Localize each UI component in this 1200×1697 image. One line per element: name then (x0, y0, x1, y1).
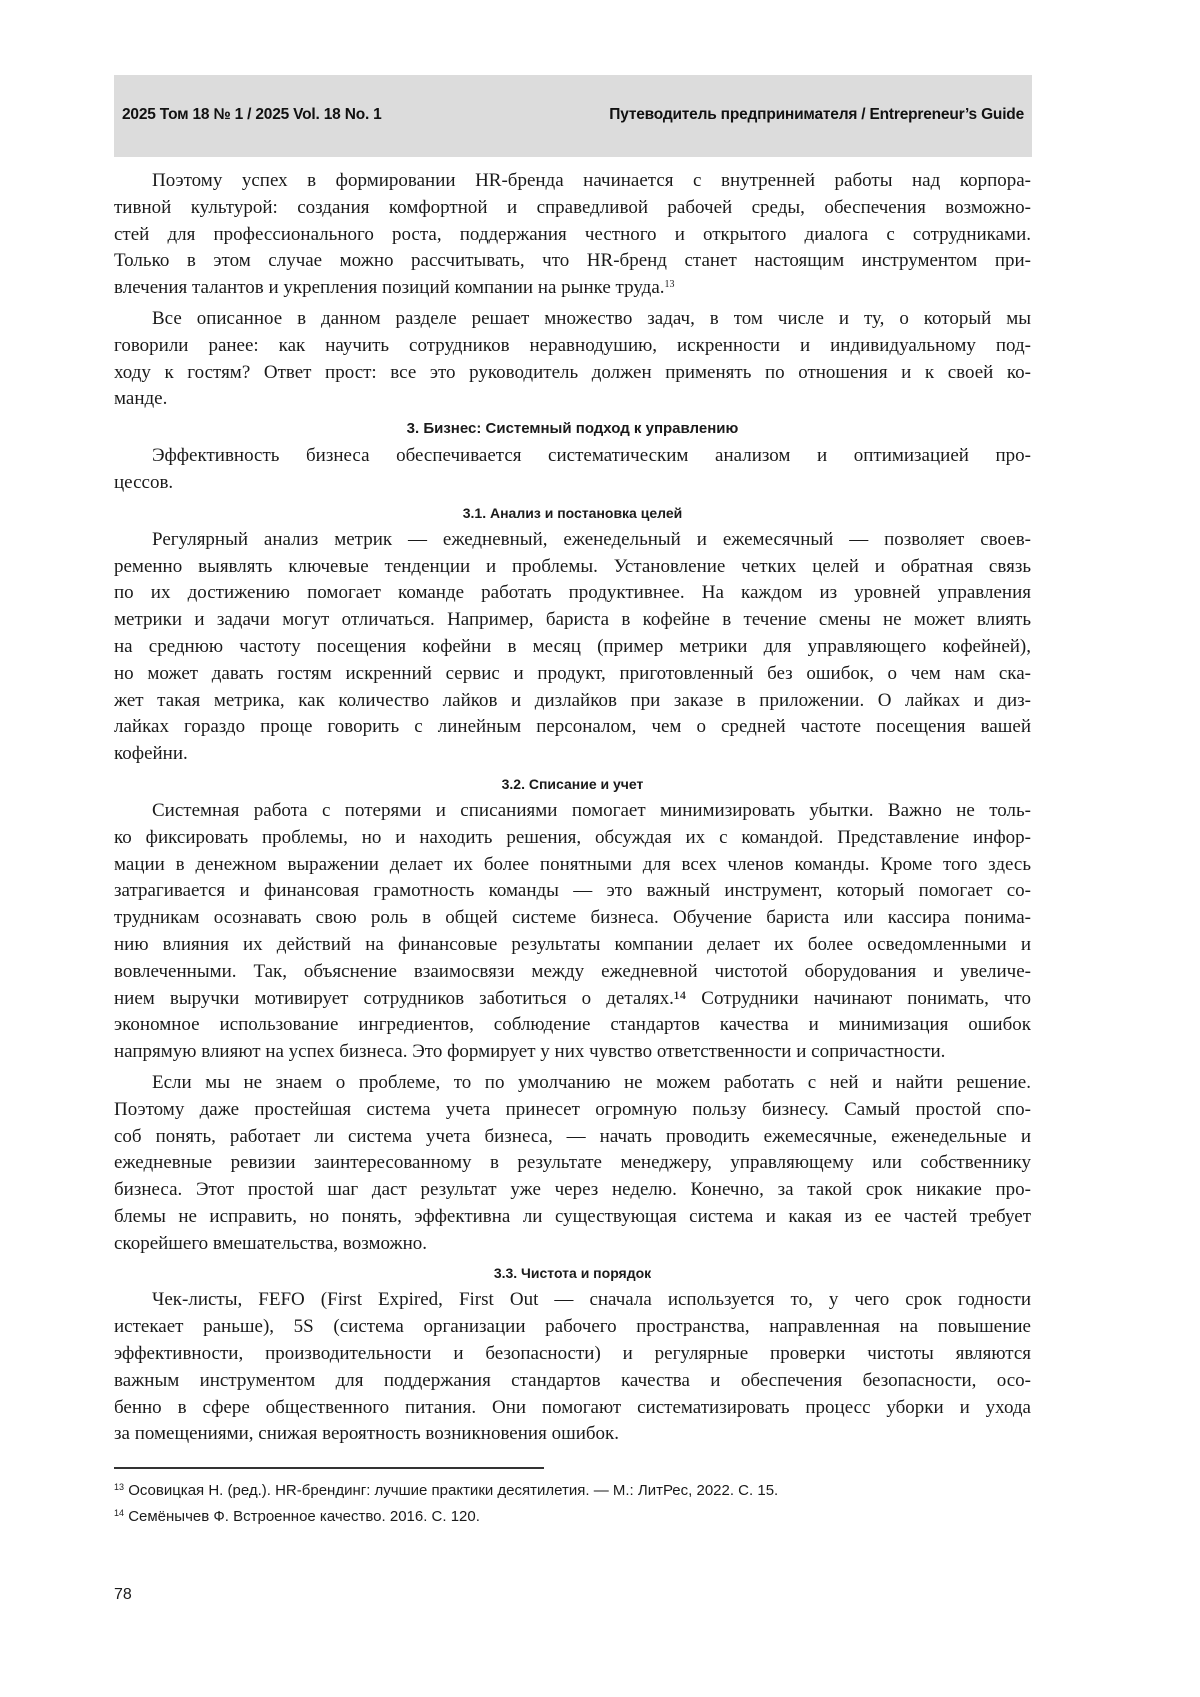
text-line: цессов. (114, 470, 1031, 497)
text-line: жет такая метрика, как количество лайков и дизлайков при заказе в приложении. О лайках и диз- (114, 688, 1031, 715)
text-line: говорили ранее: как научить сотрудников неравнодушию, искренности и индивидуальному под- (114, 333, 1031, 360)
footnote-number: 13 (114, 1482, 124, 1492)
paragraph (114, 527, 1031, 768)
text-line: тивной культурой: создания комфортной и справедливой рабочей среды, обеспечения возможно- (114, 195, 1031, 222)
text-line: лайках гораздо проще говорить с линейным персоналом, чем о средней частоте посещения вашей (114, 714, 1031, 741)
journal-issue: 2025 Том 18 № 1 / 2025 Vol. 18 No. 1 (122, 106, 382, 124)
footnote-text: Осовицкая Н. (ред.). HR-брендинг: лучшие практики десятилетия. — М.: ЛитРес, 2022. С. 15. (128, 1482, 778, 1499)
text-line: блемы не исправить, но понять, эффективна ли существующая система и какая из ее частей требует (114, 1204, 1031, 1231)
subsection-heading: 3.2. Списание и учет (114, 772, 1031, 796)
article-body (114, 168, 1031, 1452)
text-line: Эффективность бизнеса обеспечивается систематическим анализом и оптимизацией про- (114, 443, 1031, 470)
text-line: по их достижению помогает команде работать продуктивнее. На каждом из уровней управления (114, 580, 1031, 607)
text-line: Системная работа с потерями и списаниями помогает минимизировать убытки. Важно не толь- (114, 798, 1031, 825)
text-line: трудникам осознавать свою роль в общей системе бизнеса. Обучение бариста или кассира понима- (114, 905, 1031, 932)
paragraph (114, 1287, 1031, 1448)
text-line: Только в этом случае можно рассчитывать, что HR-бренд станет настоящим инструментом при- (114, 248, 1031, 275)
footnote-ref[interactable]: 13 (665, 279, 675, 290)
text-line: важным инструментом для поддержания стандартов качества и обеспечения безопасности, осо- (114, 1368, 1031, 1395)
text-line: на среднюю частоту посещения кофейни в месяц (пример метрики для управляющего кофейней), (114, 634, 1031, 661)
text-line: бенно в сфере общественного питания. Они помогают систематизировать процесс уборки и ухода (114, 1395, 1031, 1422)
text-line: экономное использование ингредиентов, соблюдение стандартов качества и минимизация ошибок (114, 1012, 1031, 1039)
paragraph (114, 798, 1031, 1066)
text-line: затрагивается и финансовая грамотность команды — это важный инструмент, который помогает со- (114, 878, 1031, 905)
text-line: метрики и задачи могут отличаться. Например, бариста в кофейне в течение смены не может влиять (114, 607, 1031, 634)
footnote-divider (114, 1467, 544, 1469)
running-header (114, 75, 1032, 157)
text-line: манде. (114, 386, 1031, 413)
text-line: ходу к гостям? Ответ прост: все это руководитель должен применять по отношения и к своей ко- (114, 360, 1031, 387)
text-line: стей для профессионального роста, поддержания честного и открытого диалога с сотрудниками. (114, 222, 1031, 249)
paragraph (114, 306, 1031, 413)
text-line: ко фиксировать проблемы, но и находить решения, обсуждая их с командой. Представление инфор- (114, 825, 1031, 852)
text-line: мации в денежном выражении делает их более понятными для всех членов команды. Кроме того здесь (114, 852, 1031, 879)
text-line: соб понять, работает ли система учета бизнеса, — начать проводить ежемесячные, еженедельные и (114, 1124, 1031, 1151)
text-line: кофейни. (114, 741, 1031, 768)
text-line: Поэтому даже простейшая система учета принесет огромную пользу бизнесу. Самый простой спо- (114, 1097, 1031, 1124)
text-line: ременно выявлять ключевые тенденции и проблемы. Установление четких целей и обратная связь (114, 554, 1031, 581)
text-line (114, 275, 1031, 302)
text-line: Все описанное в данном разделе решает множество задач, в том числе и ту, о который мы (114, 306, 1031, 333)
text-line: Чек-листы, FEFO (First Expired, First Out — сначала используется то, у чего срок годности (114, 1287, 1031, 1314)
text-line: напрямую влияют на успех бизнеса. Это формирует у них чувство ответственности и сопричастности. (114, 1039, 1031, 1066)
text-line: истекает раньше), 5S (система организации рабочего пространства, направленная на повышение (114, 1314, 1031, 1341)
journal-title: Путеводитель предпринимателя / Entrepreneur’s Guide (609, 106, 1024, 124)
subsection-heading: 3.3. Чистота и порядок (114, 1261, 1031, 1285)
footnote-text: Семёнычев Ф. Встроенное качество. 2016. С. 120. (128, 1508, 480, 1525)
text-line: нием выручки мотивирует сотрудников заботиться о деталях.¹⁴ Сотрудники начинают понимать, что (114, 986, 1031, 1013)
text-line: вовлеченными. Так, объяснение взаимосвязи между ежедневной чистотой оборудования и увеличе- (114, 959, 1031, 986)
text-line: Поэтому успех в формировании HR-бренда начинается с внутренней работы над корпора- (114, 168, 1031, 195)
text-line: ежедневные ревизии заинтересованному в результате менеджеру, управляющему или собственнику (114, 1150, 1031, 1177)
text-line: бизнеса. Этот простой шаг даст результат уже через неделю. Конечно, за такой срок никакие про- (114, 1177, 1031, 1204)
section-heading: 3. Бизнес: Системный подход к управлению (114, 417, 1031, 441)
text-line: нию влияния их действий на финансовые результаты компании делает их более осведомленными и (114, 932, 1031, 959)
subsection-heading: 3.1. Анализ и постановка целей (114, 501, 1031, 525)
text-line: но может давать гостям искренний сервис и продукт, приготовленный без ошибок, о чем нам ска- (114, 661, 1031, 688)
paragraph (114, 1070, 1031, 1258)
footnote-13 (114, 1478, 778, 1504)
paragraph (114, 443, 1031, 497)
page-number: 78 (114, 1586, 132, 1604)
text-line: эффективности, производительности и безопасности) и регулярные проверки чистоты являются (114, 1341, 1031, 1368)
text-line-content: влечения талантов и укрепления позиций компании на рынке труда. (114, 277, 665, 298)
text-line: Регулярный анализ метрик — ежедневный, еженедельный и ежемесячный — позволяет своев- (114, 527, 1031, 554)
text-line: за помещениями, снижая вероятность возникновения ошибок. (114, 1421, 1031, 1448)
footnote-14 (114, 1504, 778, 1530)
footnote-number: 14 (114, 1508, 124, 1518)
text-line: Если мы не знаем о проблеме, то по умолчанию не можем работать с ней и найти решение. (114, 1070, 1031, 1097)
paragraph (114, 168, 1031, 302)
text-line: скорейшего вмешательства, возможно. (114, 1231, 1031, 1258)
footnotes (114, 1478, 778, 1530)
